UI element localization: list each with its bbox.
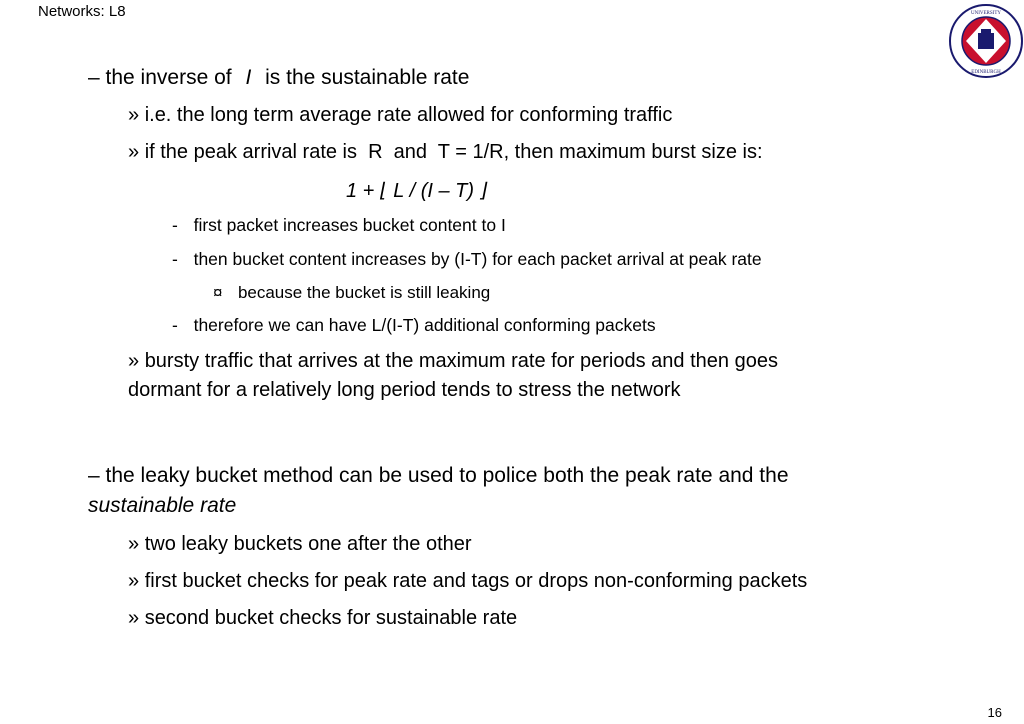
bullet-marker: ¤ xyxy=(213,283,223,302)
bullet-marker: » xyxy=(128,104,140,126)
svg-text:EDINBURGH: EDINBURGH xyxy=(971,70,1001,75)
bullet-text: if the peak arrival rate is R and T = 1/R, then maximum burst size is: xyxy=(144,141,763,163)
sub-bullet-peak-arrival-rate xyxy=(128,141,763,164)
bullet-inverse-of-I xyxy=(88,66,469,90)
bullet-text: two leaky buckets one after the other xyxy=(144,533,472,555)
sub-bullet-two-buckets xyxy=(128,533,472,556)
bullet-marker: » xyxy=(128,533,140,555)
bullet-dash: – xyxy=(88,66,100,89)
bullet-text: the inverse of xyxy=(105,66,232,89)
university-seal-logo xyxy=(948,3,1024,79)
symbol-I: I xyxy=(245,66,252,89)
bullet-marker: - xyxy=(172,215,178,235)
bullet-text: second bucket checks for sustainable rate xyxy=(144,607,518,629)
sub-sub-sub-bullet-still-leaking xyxy=(213,283,490,303)
page-number: 16 xyxy=(987,705,1002,720)
bullet-marker: - xyxy=(172,315,178,335)
bullet-marker: » xyxy=(128,141,140,163)
bullet-leaky-bucket-method xyxy=(88,464,789,488)
bullet-leaky-bucket-method-cont: sustainable rate xyxy=(88,494,237,517)
bullet-text: therefore we can have L/(I-T) additional conforming packets xyxy=(193,315,656,335)
sub-bullet-bursty-traffic xyxy=(128,350,778,373)
sub-bullet-first-bucket xyxy=(128,570,807,593)
sub-sub-bullet-first-packet xyxy=(172,215,506,236)
sub-sub-bullet-additional-packets xyxy=(172,315,656,336)
bullet-marker: » xyxy=(128,570,140,592)
bullet-text: i.e. the long term average rate allowed for conforming traffic xyxy=(144,104,673,126)
bullet-text: the leaky bucket method can be used to police both the peak rate and the xyxy=(105,464,789,487)
sub-bullet-bursty-traffic-cont: dormant for a relatively long period tends to stress the network xyxy=(128,379,681,401)
svg-text:UNIVERSITY: UNIVERSITY xyxy=(971,11,1001,16)
sub-bullet-long-term-rate xyxy=(128,104,672,127)
sub-bullet-second-bucket xyxy=(128,607,517,630)
bullet-marker: » xyxy=(128,350,140,372)
bullet-text: then bucket content increases by (I-T) for each packet arrival at peak rate xyxy=(193,249,762,269)
bullet-text: bursty traffic that arrives at the maximum rate for periods and then goes xyxy=(144,350,778,372)
bullet-marker: » xyxy=(128,607,140,629)
burst-size-formula: 1 + ⌊ L / (I – T) ⌋ xyxy=(346,180,488,202)
bullet-text: first bucket checks for peak rate and tags or drops non-conforming packets xyxy=(144,570,808,592)
sub-sub-bullet-content-increases xyxy=(172,249,762,270)
bullet-text: because the bucket is still leaking xyxy=(237,283,491,302)
bullet-text: is the sustainable rate xyxy=(265,66,470,89)
bullet-marker: - xyxy=(172,249,178,269)
bullet-dash: – xyxy=(88,464,100,487)
bullet-text: first packet increases bucket content to I xyxy=(193,215,506,235)
slide-header: Networks: L8 xyxy=(38,3,126,20)
